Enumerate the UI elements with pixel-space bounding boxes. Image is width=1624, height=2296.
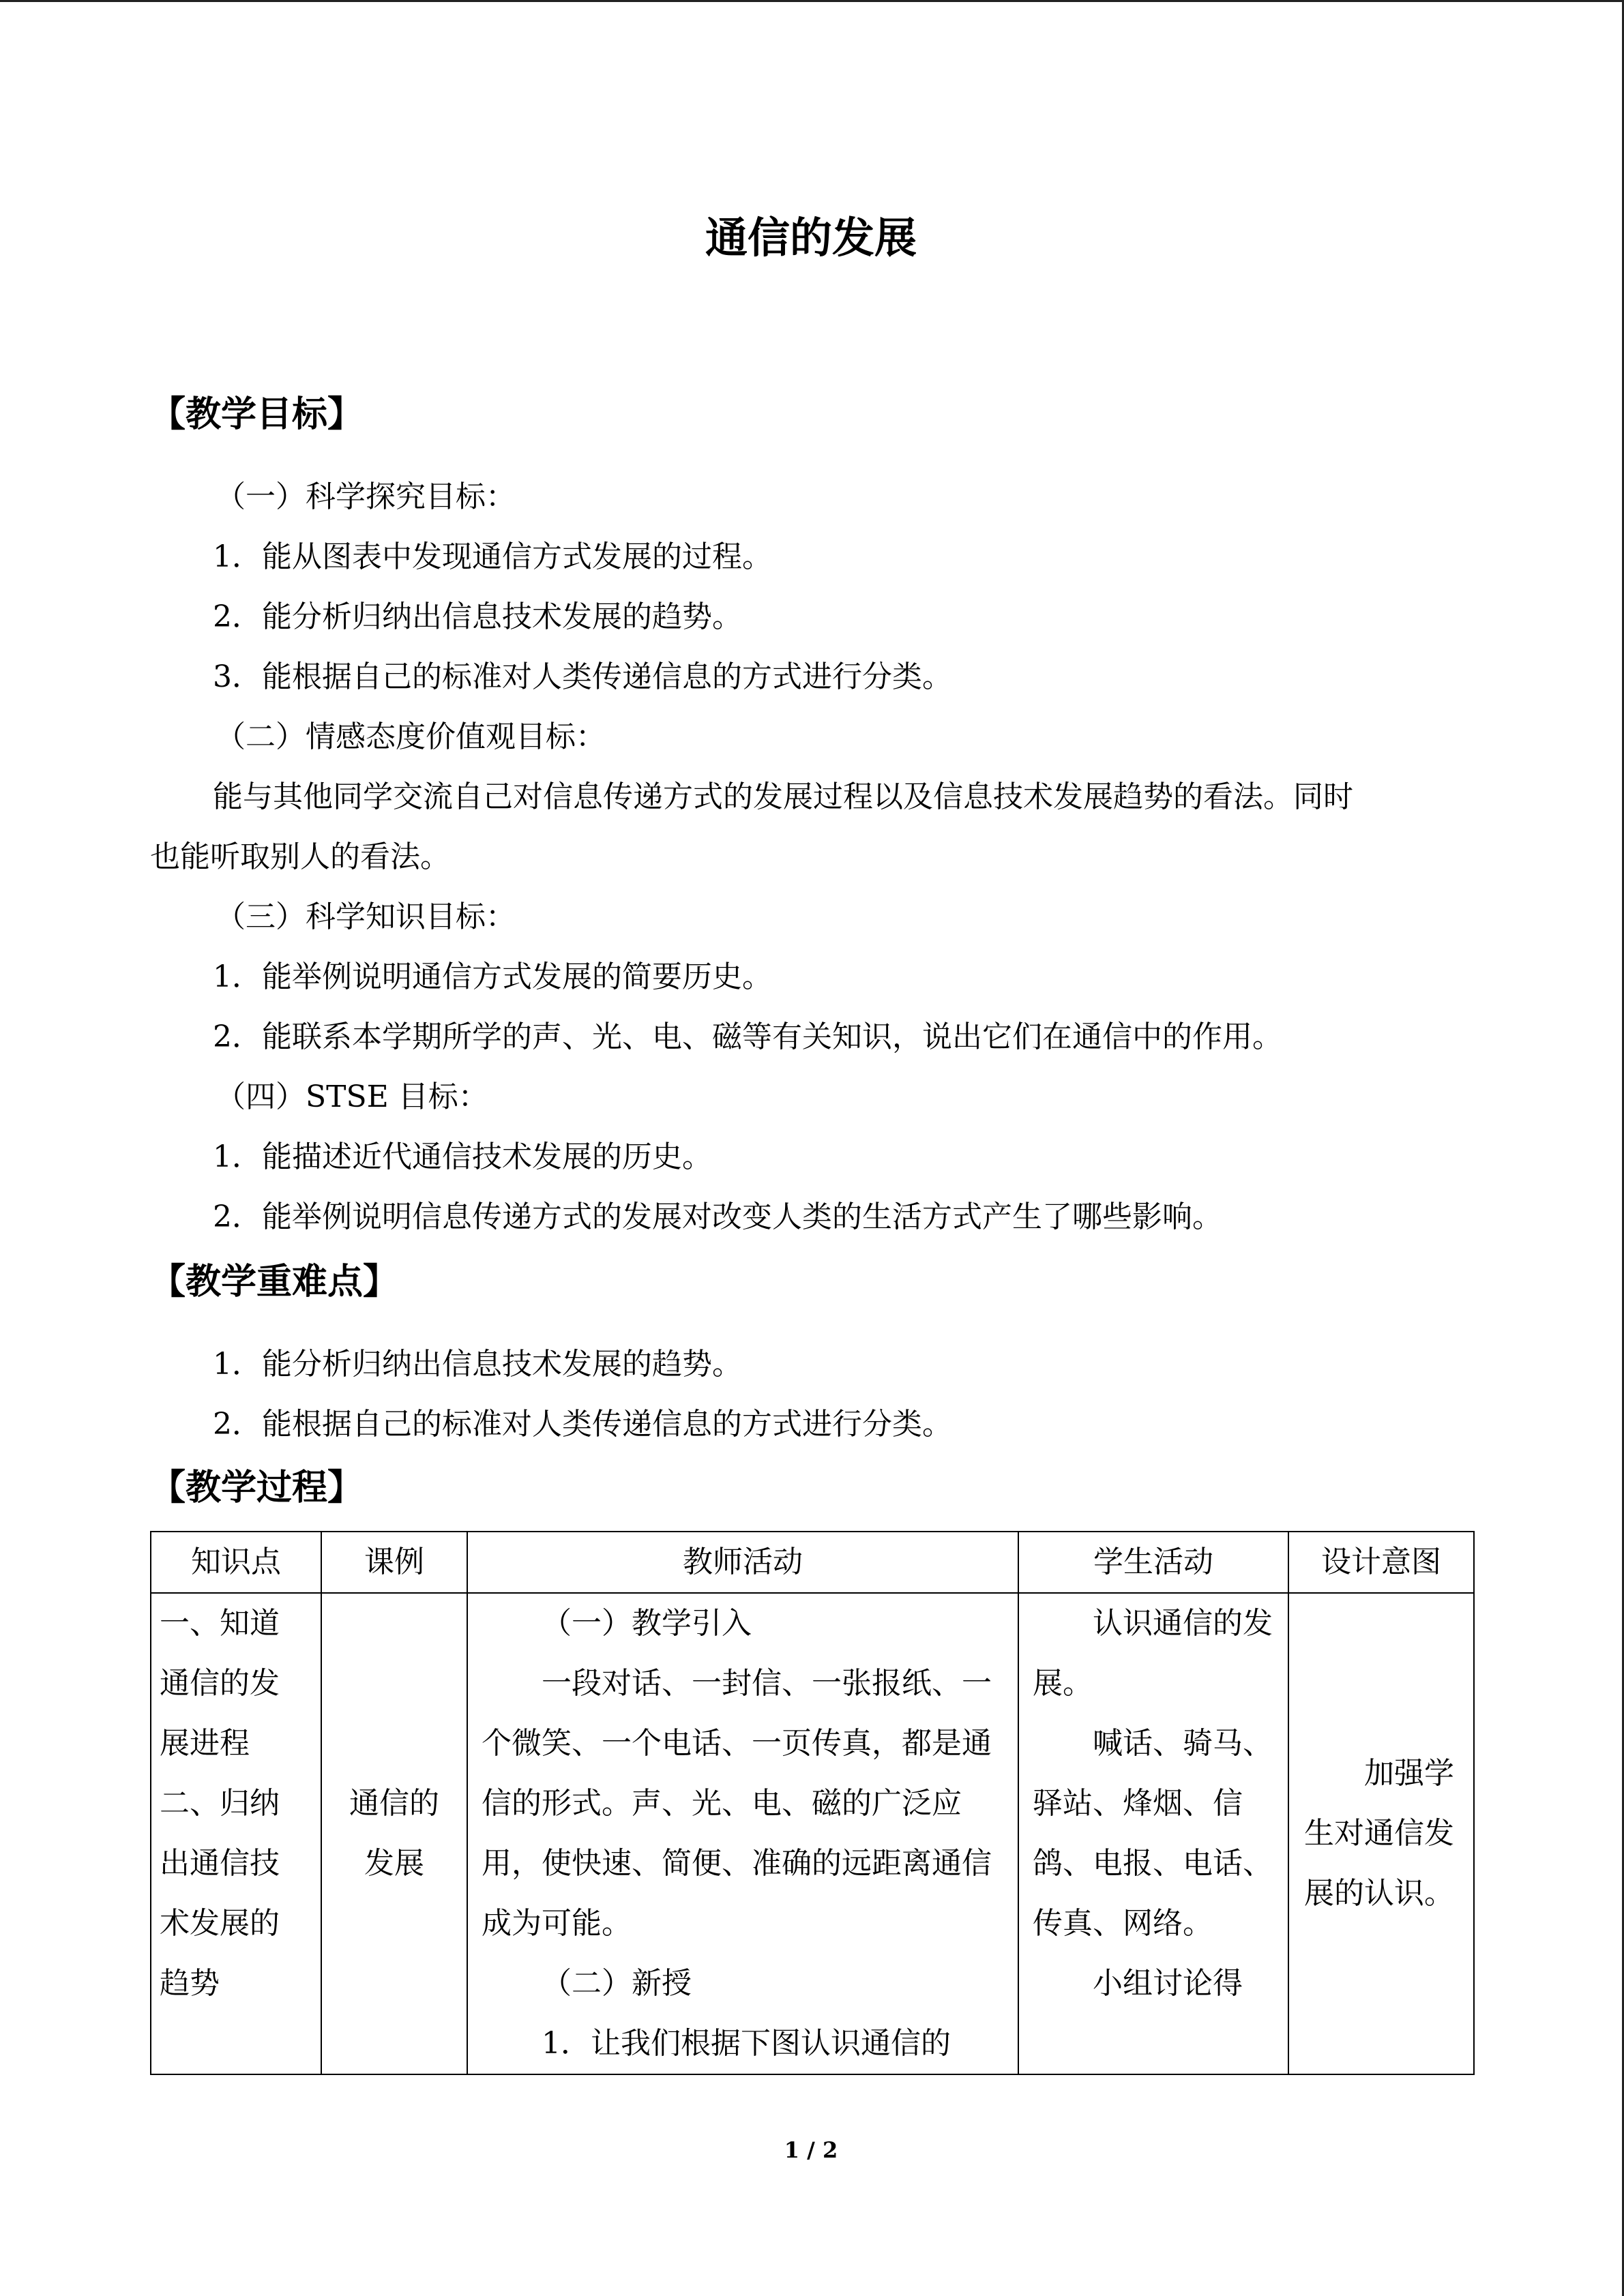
list-item: 3．能根据自己的标准对人类传递信息的方式进行分类。 (213, 659, 952, 694)
cell-line: 二、归纳 (160, 1786, 280, 1821)
list-item: 1．能举例说明通信方式发展的简要历史。 (213, 959, 772, 994)
subsection-title: （四）STSE 目标： (216, 1079, 488, 1114)
section-heading-keypoints: 【教学重难点】 (150, 1262, 399, 1302)
design-intent-cell (1288, 1593, 1474, 2074)
subsection-title: （二）情感态度价值观目标： (216, 719, 606, 754)
subsection-title: （一）科学探究目标： (216, 479, 516, 514)
page-number: 1 / 2 (784, 2137, 838, 2163)
table-header-row (151, 1532, 1474, 1593)
student-text: 认识通信的发展。 (1033, 1606, 1273, 1701)
list-item: 2．能根据自己的标准对人类传递信息的方式进行分类。 (213, 1407, 952, 1442)
student-activity-cell (1018, 1593, 1288, 2074)
teacher-new-item: 1．让我们根据下图认识通信的 (542, 2026, 951, 2061)
teacher-intro-title: （一）教学引入 (542, 1606, 752, 1641)
cell-line: 通信的 (349, 1786, 439, 1821)
list-item: 1．能从图表中发现通信方式发展的过程。 (213, 539, 772, 574)
subsection-title: （三）科学知识目标： (216, 899, 516, 934)
student-text: 小组讨论得 (1093, 1966, 1243, 2001)
list-item: 2．能分析归纳出信息技术发展的趋势。 (213, 599, 742, 634)
design-text: 加强学生对通信发展的认识。 (1304, 1756, 1454, 1911)
cell-line: 一、知道 (160, 1606, 280, 1641)
cell-line: 通信的发 (160, 1666, 280, 1701)
list-item: 2．能举例说明信息传递方式的发展对改变人类的生活方式产生了哪些影响。 (213, 1199, 1222, 1234)
cell-line: 术发展的 (160, 1906, 280, 1941)
lesson-cell (321, 1593, 467, 2074)
section-heading-process: 【教学过程】 (150, 1467, 364, 1508)
column-header: 知识点 (151, 1532, 321, 1593)
teacher-intro-text: 一段对话、一封信、一张报纸、一个微笑、一个电话、一页传真，都是通信的形式。声、光、电、磁的广泛应用，使快速、简便、准确的远距离通信成为可能。 (482, 1666, 992, 1941)
list-item: 1．能描述近代通信技术发展的历史。 (213, 1139, 712, 1174)
cell-line: 趋势 (160, 1966, 220, 2001)
column-header: 教师活动 (467, 1532, 1018, 1593)
process-table (150, 1531, 1475, 2075)
paragraph-line: 能与其他同学交流自己对信息传递方式的发展过程以及信息技术发展趋势的看法。同时 (213, 779, 1353, 814)
cell-line: 发展 (364, 1846, 424, 1881)
table-row (151, 1593, 1474, 2074)
list-item: 1．能分析归纳出信息技术发展的趋势。 (213, 1347, 742, 1382)
column-header: 学生活动 (1018, 1532, 1288, 1593)
paragraph-line: 也能听取别人的看法。 (150, 839, 450, 874)
section-heading-goals: 【教学目标】 (150, 394, 364, 435)
knowledge-cell (151, 1593, 321, 2074)
column-header: 设计意图 (1288, 1532, 1474, 1593)
column-header: 课例 (321, 1532, 467, 1593)
page-title: 通信的发展 (705, 213, 917, 263)
list-item: 2．能联系本学期所学的声、光、电、磁等有关知识，说出它们在通信中的作用。 (213, 1019, 1282, 1054)
student-text: 喊话、骑马、驿站、烽烟、信鸽、电报、电话、传真、网络。 (1033, 1726, 1273, 1941)
cell-line: 出通信技 (160, 1846, 280, 1881)
cell-line: 展进程 (160, 1726, 250, 1761)
teacher-new-title: （二）新授 (542, 1966, 692, 2001)
teacher-activity-cell (467, 1593, 1018, 2074)
